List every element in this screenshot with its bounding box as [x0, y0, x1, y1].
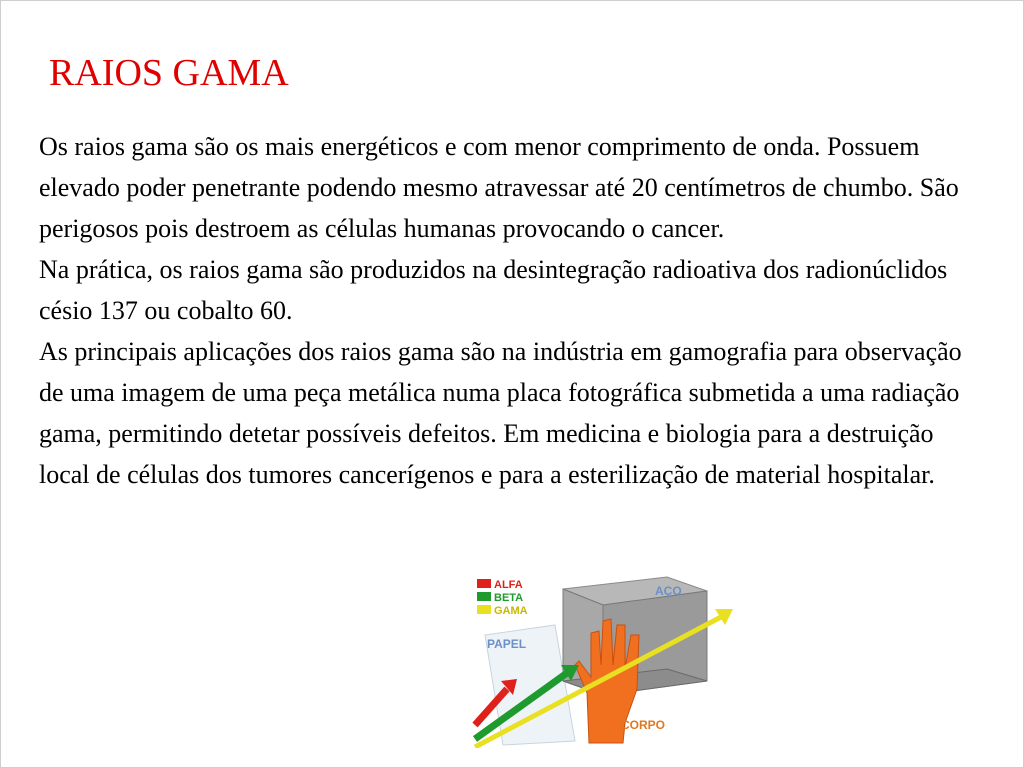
slide-body: [39, 126, 989, 495]
paragraph-intro: Os raios gama são os mais energéticos e com menor comprimento de onda. Possuem elevado poder penetrante podendo mesmo atravessar até 20 centímetros de chumbo. São perigosos pois destroem as células humanas provocando o cancer.: [39, 132, 959, 243]
beta-swatch: [477, 592, 491, 601]
radiation-penetration-illustration: [471, 573, 741, 748]
legend-beta: BETA: [494, 592, 524, 604]
radiation-diagram: [471, 573, 741, 748]
legend-alfa: ALFA: [494, 579, 523, 591]
paragraph-applications: As principais aplicações dos raios gama são na indústria em gamografia para observação de uma imagem de uma peça metálica numa placa fotográfica submetida a uma radiação gama, permitindo detetar possíveis defeitos. Em medicina e biologia para a destruição local de células dos tumores cancerígenos e para a esterilização de material hospitalar.: [39, 337, 962, 489]
body-label: CORPO: [621, 718, 666, 732]
paper-label: PAPEL: [487, 637, 527, 651]
paragraph-production: Na prática, os raios gama são produzidos na desintegração radioativa dos radionúclidos césio 137 ou cobalto 60.: [39, 255, 948, 325]
legend-gama: GAMA: [494, 605, 528, 617]
alfa-swatch: [477, 579, 491, 588]
slide-title: RAIOS GAMA: [49, 52, 289, 94]
steel-label: AÇO: [655, 584, 682, 598]
gama-swatch: [477, 605, 491, 614]
